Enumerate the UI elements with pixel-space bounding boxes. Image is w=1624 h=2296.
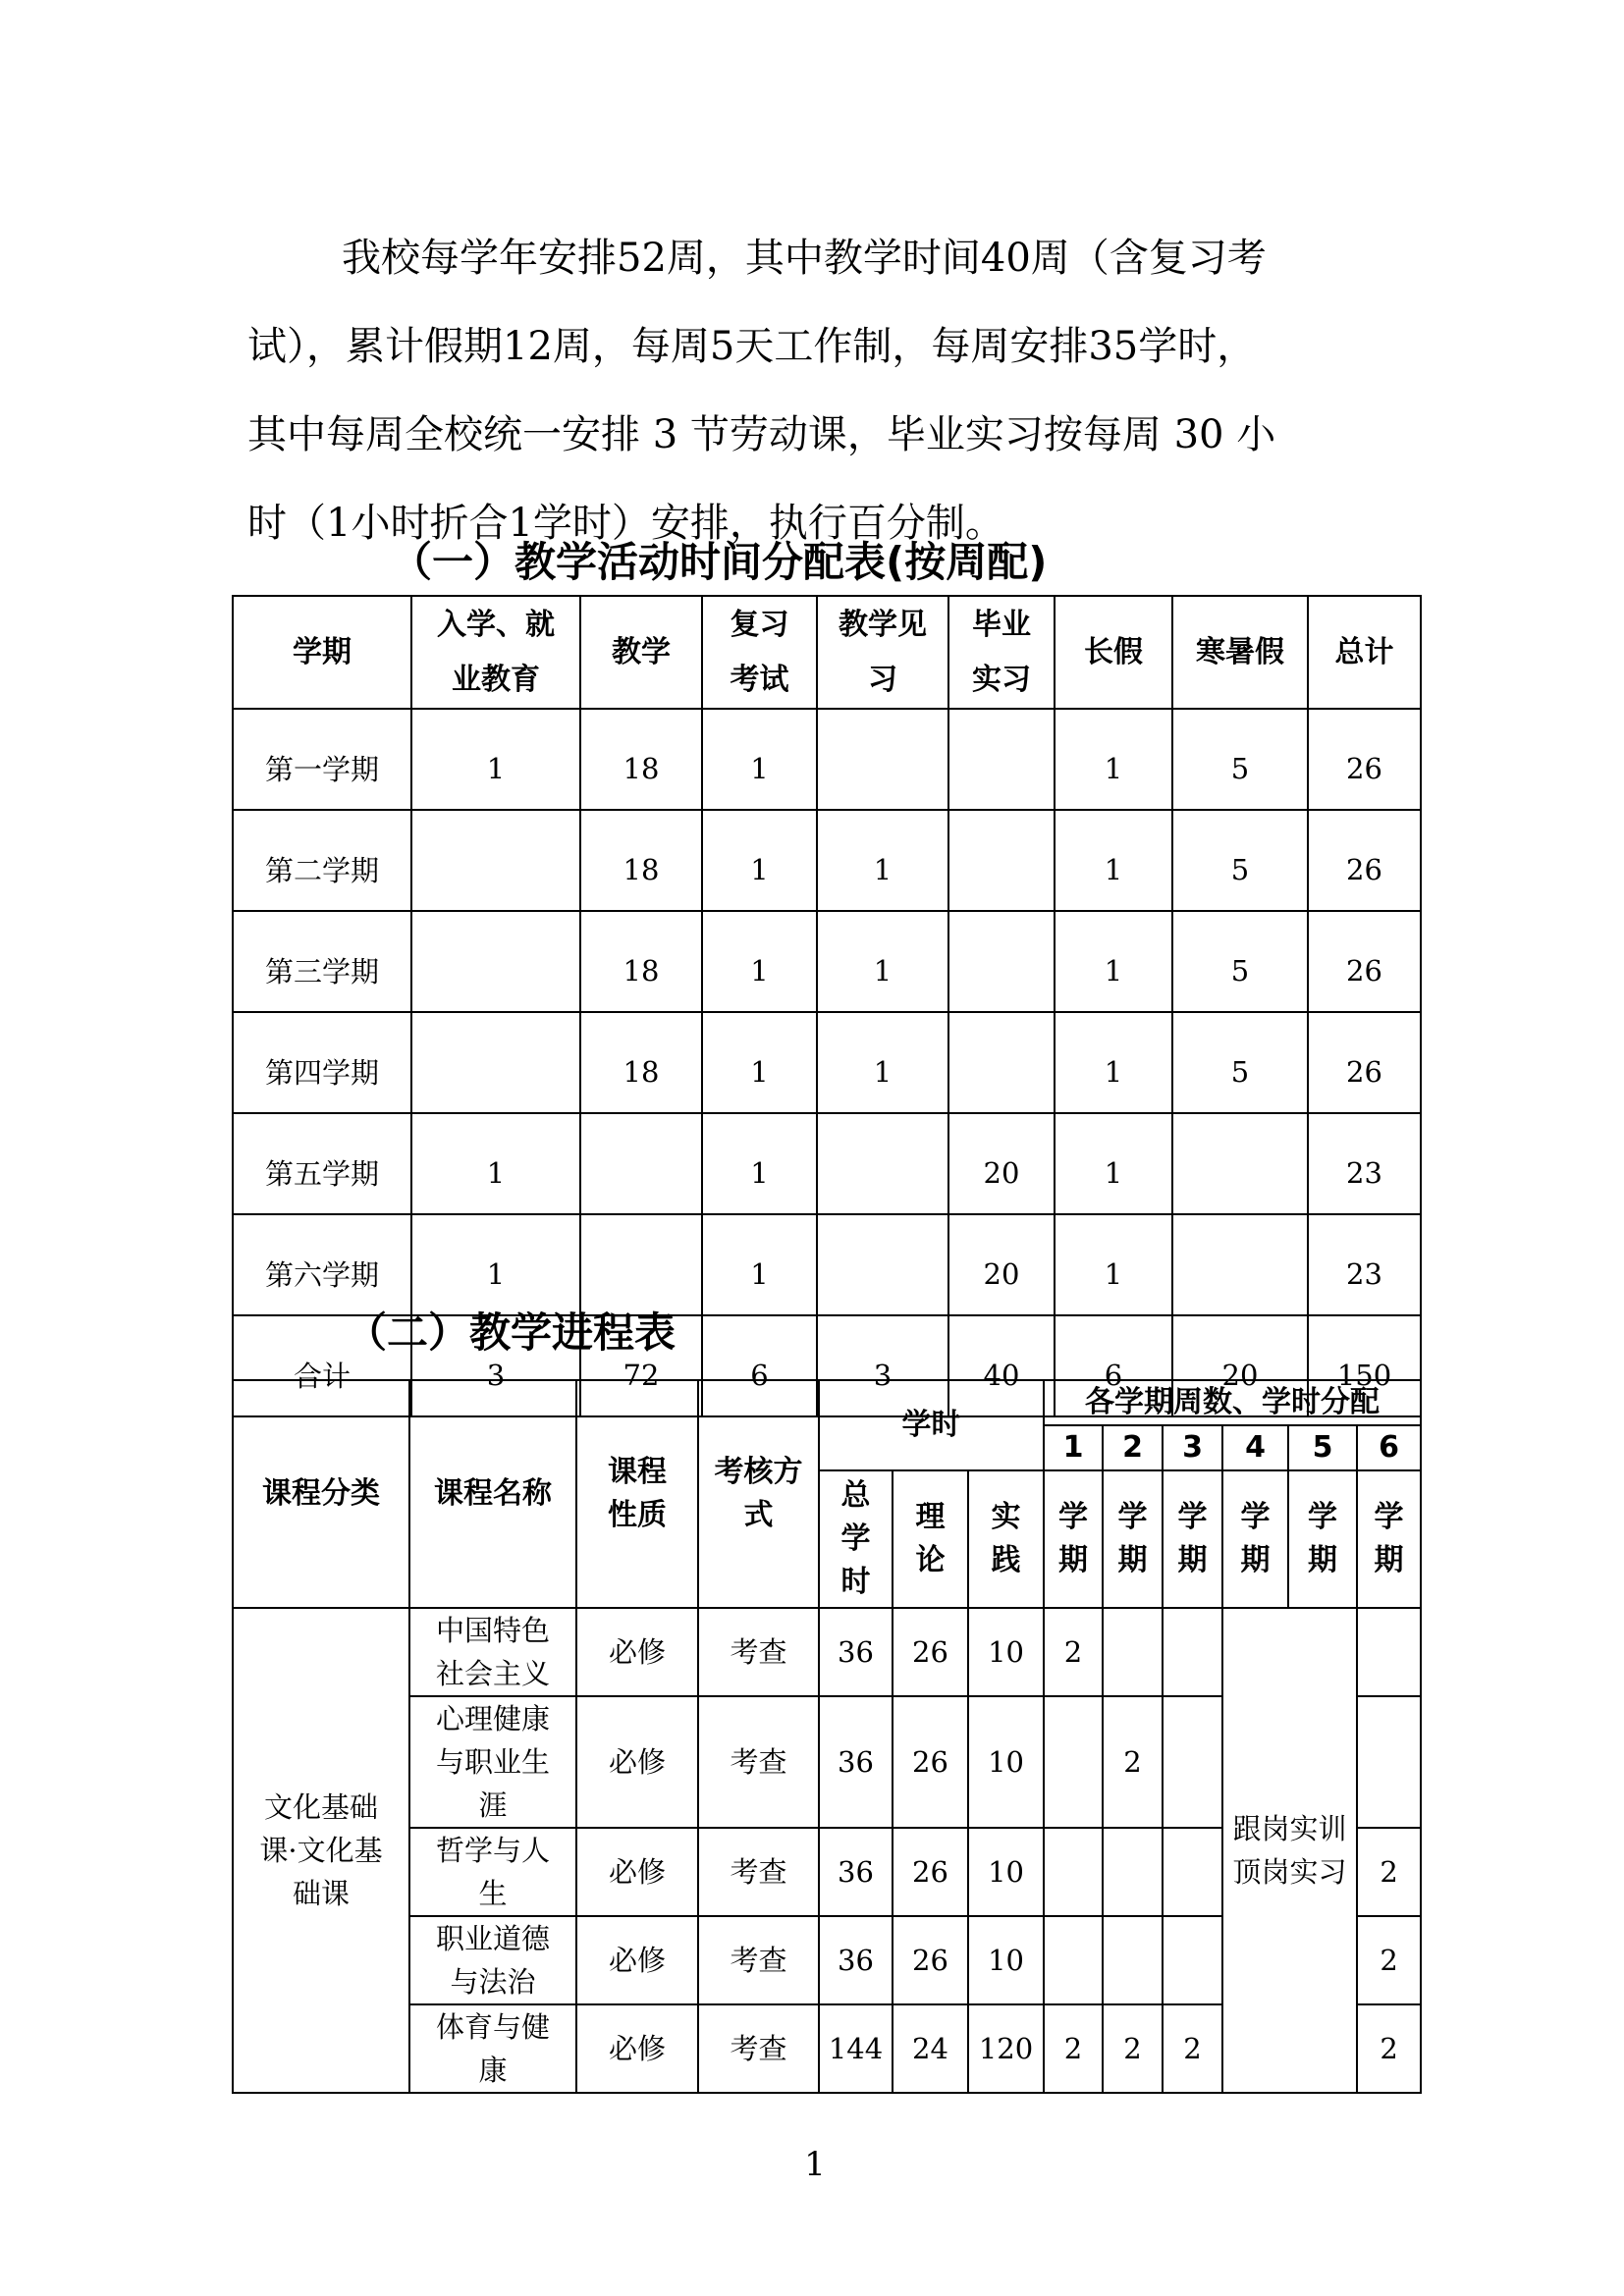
section-heading-time-allocation: （一）教学活动时间分配表(按周配) — [391, 538, 1048, 586]
table-cell: 18 — [580, 1012, 702, 1113]
header-course-category: 课程分类 — [233, 1380, 409, 1608]
theory-hours-cell: 26 — [893, 1828, 968, 1916]
course-nature-cell: 必修 — [576, 1828, 698, 1916]
assessment-cell: 考查 — [698, 1916, 819, 2004]
teaching-schedule-table — [232, 1379, 1422, 2094]
table-cell — [948, 709, 1055, 810]
table-cell — [817, 1113, 948, 1214]
term3-cell — [1163, 1696, 1222, 1828]
time-allocation-table — [232, 595, 1422, 1417]
table-cell: 26 — [1308, 810, 1421, 911]
header-total-hours: 总学时 — [819, 1470, 893, 1608]
assessment-cell: 考查 — [698, 2004, 819, 2093]
header-cell: 入学、就业教育 — [411, 596, 580, 709]
total-hours-cell: 144 — [819, 2004, 893, 2093]
table-cell — [580, 1113, 702, 1214]
assessment-cell: 考查 — [698, 1608, 819, 1696]
table-cell: 26 — [1308, 709, 1421, 810]
table-cell — [1172, 1214, 1308, 1315]
term-label: 学期 — [1222, 1470, 1288, 1608]
term2-cell: 2 — [1103, 2004, 1163, 2093]
practice-hours-cell: 120 — [968, 2004, 1044, 2093]
intro-line: 时（1小时折合1学时）安排，执行百分制。 — [247, 501, 1004, 546]
table-cell: 3 — [411, 1315, 580, 1416]
table-cell: 3 — [817, 1315, 948, 1416]
intro-line: 其中每周全校统一安排 3 节劳动课，毕业实习按每周 30 小 — [247, 412, 1276, 457]
course-name-cell: 心理健康与职业生涯 — [409, 1696, 576, 1828]
table-cell: 5 — [1172, 810, 1308, 911]
table-cell: 1 — [1055, 709, 1172, 810]
term2-cell — [1103, 1828, 1163, 1916]
intro-line: 我校每学年安排52周，其中教学时间40周（含复习考 — [342, 236, 1267, 281]
table-cell: 1 — [702, 1012, 817, 1113]
table-cell: 1 — [1055, 1214, 1172, 1315]
table-cell: 26 — [1308, 911, 1421, 1012]
theory-hours-cell: 26 — [893, 1916, 968, 2004]
header-row — [233, 596, 1421, 709]
total-hours-cell: 36 — [819, 1696, 893, 1828]
header-assessment: 考核方式 — [698, 1380, 819, 1608]
table-row — [233, 709, 1421, 810]
course-nature-cell: 必修 — [576, 1608, 698, 1696]
course-name-cell: 中国特色社会主义 — [409, 1608, 576, 1696]
course-nature-cell: 必修 — [576, 1916, 698, 2004]
table-cell: 1 — [1055, 1012, 1172, 1113]
table-cell — [1172, 1113, 1308, 1214]
table-cell: 1 — [702, 911, 817, 1012]
course-name-cell: 哲学与人生 — [409, 1828, 576, 1916]
term-number: 5 — [1288, 1425, 1357, 1470]
table-row — [233, 810, 1421, 911]
table-cell: 18 — [580, 709, 702, 810]
term3-cell — [1163, 1828, 1222, 1916]
term6-cell: 2 — [1357, 1828, 1421, 1916]
internship-cell: 跟岗实训顶岗实习 — [1222, 1608, 1357, 2093]
table-cell: 6 — [702, 1315, 817, 1416]
table-cell: 18 — [580, 911, 702, 1012]
header-course-nature: 课程性质 — [576, 1380, 698, 1608]
course-nature-cell: 必修 — [576, 2004, 698, 2093]
table-cell: 26 — [1308, 1012, 1421, 1113]
table-cell: 1 — [817, 911, 948, 1012]
table-cell: 1 — [411, 1214, 580, 1315]
table-row — [233, 1608, 1421, 1696]
term1-cell: 2 — [1044, 2004, 1103, 2093]
table-row — [233, 1012, 1421, 1113]
table-cell: 20 — [1172, 1315, 1308, 1416]
table-cell: 1 — [411, 709, 580, 810]
table-cell: 1 — [702, 810, 817, 911]
header-cell: 学期 — [233, 596, 411, 709]
table-cell: 20 — [948, 1214, 1055, 1315]
term2-cell: 2 — [1103, 1696, 1163, 1828]
term6-cell — [1357, 1696, 1421, 1828]
term1-cell: 2 — [1044, 1608, 1103, 1696]
header-hours: 学时 — [819, 1380, 1044, 1470]
term-number: 6 — [1357, 1425, 1421, 1470]
term2-cell — [1103, 1916, 1163, 2004]
table-cell — [948, 810, 1055, 911]
table-cell: 72 — [580, 1315, 702, 1416]
header-cell: 毕业实习 — [948, 596, 1055, 709]
term-number: 3 — [1163, 1425, 1222, 1470]
table-cell: 5 — [1172, 911, 1308, 1012]
total-hours-cell: 36 — [819, 1916, 893, 2004]
table-cell: 1 — [702, 709, 817, 810]
term3-cell: 2 — [1163, 2004, 1222, 2093]
term-name-cell: 第四学期 — [233, 1012, 411, 1113]
table-row — [233, 911, 1421, 1012]
header-practice: 实践 — [968, 1470, 1044, 1608]
header-cell: 教学 — [580, 596, 702, 709]
table-cell — [411, 911, 580, 1012]
table-cell — [948, 1012, 1055, 1113]
term-label: 学期 — [1044, 1470, 1103, 1608]
term-name-cell: 第一学期 — [233, 709, 411, 810]
header-theory: 理论 — [893, 1470, 968, 1608]
course-nature-cell: 必修 — [576, 1696, 698, 1828]
term1-cell — [1044, 1828, 1103, 1916]
section-heading-teaching-schedule: （二）教学进程表 — [346, 1308, 677, 1357]
header-cell: 总计 — [1308, 596, 1421, 709]
term1-cell — [1044, 1696, 1103, 1828]
term-label: 学期 — [1163, 1470, 1222, 1608]
table-cell: 23 — [1308, 1214, 1421, 1315]
theory-hours-cell: 26 — [893, 1696, 968, 1828]
term2-cell — [1103, 1608, 1163, 1696]
table-cell — [817, 1214, 948, 1315]
practice-hours-cell: 10 — [968, 1828, 1044, 1916]
table-cell: 1 — [702, 1113, 817, 1214]
term6-cell: 2 — [1357, 1916, 1421, 2004]
header-cell: 寒暑假 — [1172, 596, 1308, 709]
table-cell: 1 — [817, 1012, 948, 1113]
term-name-cell: 合计 — [233, 1315, 411, 1416]
term-name-cell: 第三学期 — [233, 911, 411, 1012]
intro-line: 试），累计假期12周，每周5天工作制，每周安排35学时， — [247, 324, 1257, 369]
term-number: 1 — [1044, 1425, 1103, 1470]
term-number: 4 — [1222, 1425, 1288, 1470]
term6-cell — [1357, 1608, 1421, 1696]
practice-hours-cell: 10 — [968, 1916, 1044, 2004]
header-cell: 长假 — [1055, 596, 1172, 709]
table-cell: 5 — [1172, 1012, 1308, 1113]
header-course-name: 课程名称 — [409, 1380, 576, 1608]
page-number: 1 — [804, 2145, 826, 2184]
assessment-cell: 考查 — [698, 1828, 819, 1916]
table-cell: 1 — [817, 810, 948, 911]
table-cell: 18 — [580, 810, 702, 911]
table-cell: 5 — [1172, 709, 1308, 810]
theory-hours-cell: 26 — [893, 1608, 968, 1696]
term-name-cell: 第二学期 — [233, 810, 411, 911]
table-row — [233, 1113, 1421, 1214]
practice-hours-cell: 10 — [968, 1696, 1044, 1828]
term-name-cell: 第六学期 — [233, 1214, 411, 1315]
course-category-cell: 文化基础课·文化基础课 — [233, 1608, 409, 2093]
table-cell: 1 — [1055, 911, 1172, 1012]
course-name-cell: 职业道德与法治 — [409, 1916, 576, 2004]
table-cell — [411, 1012, 580, 1113]
table-cell: 40 — [948, 1315, 1055, 1416]
intro-paragraph — [247, 214, 1402, 567]
term3-cell — [1163, 1608, 1222, 1696]
table-cell: 6 — [1055, 1315, 1172, 1416]
header-cell: 复习考试 — [702, 596, 817, 709]
header-distribution: 各学期周数、学时分配 — [1044, 1380, 1421, 1425]
term-label: 学期 — [1103, 1470, 1163, 1608]
term3-cell — [1163, 1916, 1222, 2004]
header-cell: 教学见习 — [817, 596, 948, 709]
table-cell: 1 — [1055, 810, 1172, 911]
theory-hours-cell: 24 — [893, 2004, 968, 2093]
total-hours-cell: 36 — [819, 1608, 893, 1696]
table-cell: 20 — [948, 1113, 1055, 1214]
table-cell: 1 — [411, 1113, 580, 1214]
term6-cell: 2 — [1357, 2004, 1421, 2093]
table-cell — [817, 709, 948, 810]
term-name-cell: 第五学期 — [233, 1113, 411, 1214]
header-row — [233, 1380, 1421, 1425]
practice-hours-cell: 10 — [968, 1608, 1044, 1696]
table-cell: 23 — [1308, 1113, 1421, 1214]
total-hours-cell: 36 — [819, 1828, 893, 1916]
term-label: 学期 — [1288, 1470, 1357, 1608]
term-number: 2 — [1103, 1425, 1163, 1470]
course-name-cell: 体育与健康 — [409, 2004, 576, 2093]
assessment-cell: 考查 — [698, 1696, 819, 1828]
table-cell — [948, 911, 1055, 1012]
table-cell — [411, 810, 580, 911]
term1-cell — [1044, 1916, 1103, 2004]
term-label: 学期 — [1357, 1470, 1421, 1608]
table-cell: 1 — [702, 1214, 817, 1315]
table-cell: 150 — [1308, 1315, 1421, 1416]
table-cell: 1 — [1055, 1113, 1172, 1214]
